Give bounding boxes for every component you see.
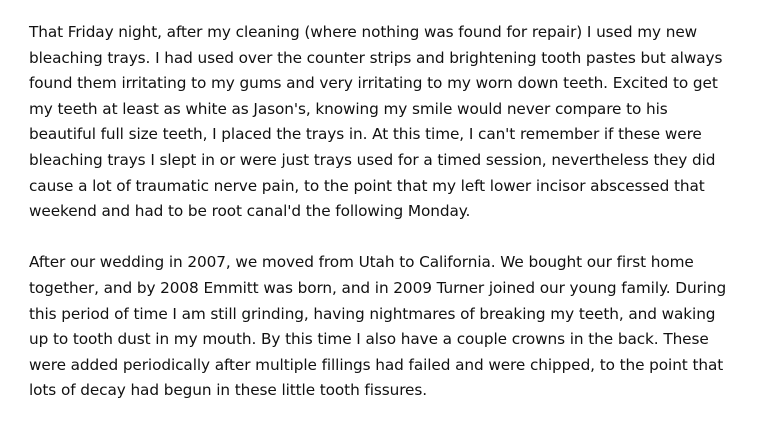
document-body	[29, 20, 729, 404]
paragraph-wedding-california: After our wedding in 2007, we moved from Utah to California. We bought our first home together, and by 2008 Emmitt was born, and in 2009 Turner joined our young family. During this period of time I am still grinding, having nightmares of breaking my teeth, and waking up to tooth dust in my mouth. By this time I also have a couple crowns in the back. These were added periodically after multiple fillings had failed and were chipped, to the point that lots of decay had begun in these little tooth fissures.	[29, 253, 727, 400]
paragraph-bleaching-trays: That Friday night, after my cleaning (where nothing was found for repair) I used my new bleaching trays. I had used over the counter strips and brightening tooth pastes but always found them irritating to my gums and very irritating to my worn down teeth. Excited to get my teeth at least as white as Jason's, knowing my smile would never compare to his beautiful full size teeth, I placed the trays in. At this time, I can't remember if these were bleaching trays I slept in or were just trays used for a timed session, nevertheless they did cause a lot of traumatic nerve pain, to the point that my left lower incisor abscessed that weekend and had to be root canal'd the following Monday.	[29, 23, 723, 221]
